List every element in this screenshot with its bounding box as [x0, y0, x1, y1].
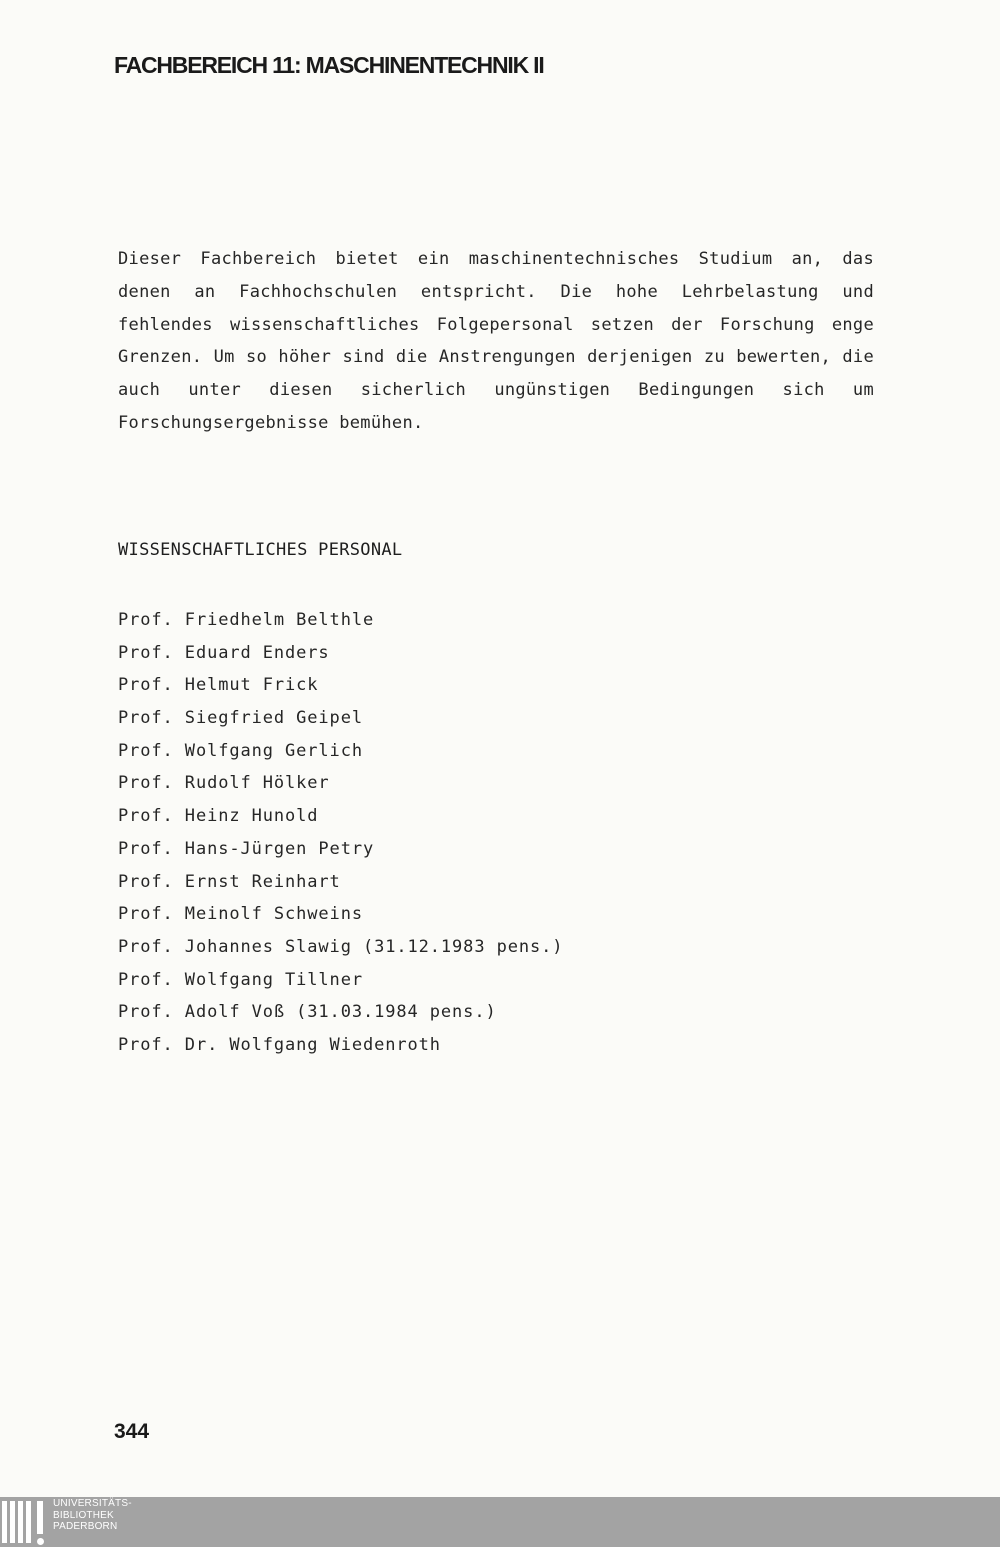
- staff-list-item: Prof. Ernst Reinhart: [118, 871, 341, 892]
- staff-list-item: Prof. Hans-Jürgen Petry: [118, 838, 375, 859]
- university-library-logo-icon: [0, 1497, 48, 1547]
- staff-list-item: Prof. Wolfgang Gerlich: [118, 740, 363, 761]
- section-heading: WISSENSCHAFTLICHES PERSONAL: [118, 540, 403, 560]
- library-name: [53, 1498, 132, 1533]
- page-number: 344: [114, 1420, 150, 1443]
- library-name-line: PADERBORN: [53, 1521, 118, 1532]
- staff-list-item: Prof. Rudolf Hölker: [118, 773, 330, 794]
- staff-list: [118, 604, 563, 1062]
- staff-list-item: Prof. Helmut Frick: [118, 675, 319, 696]
- staff-list-item: Prof. Meinolf Schweins: [118, 904, 363, 925]
- staff-list-item: Prof. Johannes Slawig (31.12.1983 pens.): [118, 936, 564, 957]
- staff-list-item: Prof. Eduard Enders: [118, 642, 330, 663]
- staff-list-item: Prof. Siegfried Geipel: [118, 708, 363, 729]
- staff-list-item: Prof. Adolf Voß (31.03.1984 pens.): [118, 1002, 497, 1023]
- staff-list-item: Prof. Heinz Hunold: [118, 806, 319, 827]
- library-name-line: UNIVERSITÄTS-: [53, 1498, 132, 1509]
- staff-list-item: Prof. Wolfgang Tillner: [118, 969, 363, 990]
- staff-list-item: Prof. Dr. Wolfgang Wiedenroth: [118, 1034, 441, 1055]
- staff-list-item: Prof. Friedhelm Belthle: [118, 610, 375, 630]
- library-name-line: BIBLIOTHEK: [53, 1509, 114, 1521]
- library-footer-bar: [0, 1497, 1000, 1547]
- intro-paragraph: Dieser Fachbereich bietet ein maschinentechnisches Studium an, das denen an Fachhochschulen entspricht. Die hohe Lehrbelastung und fehlendes wissenschaftliches Folgepersonal setzen der Forschung enge Grenzen. Um so höher sind die Anstrengungen derjenigen zu bewerten, die auch unter diesen sicherlich ungünstigen Bedingungen sich um Forschungsergebnisse bemühen.: [118, 249, 874, 433]
- page-heading: FACHBEREICH 11: MASCHINENTECHNIK II: [114, 52, 544, 78]
